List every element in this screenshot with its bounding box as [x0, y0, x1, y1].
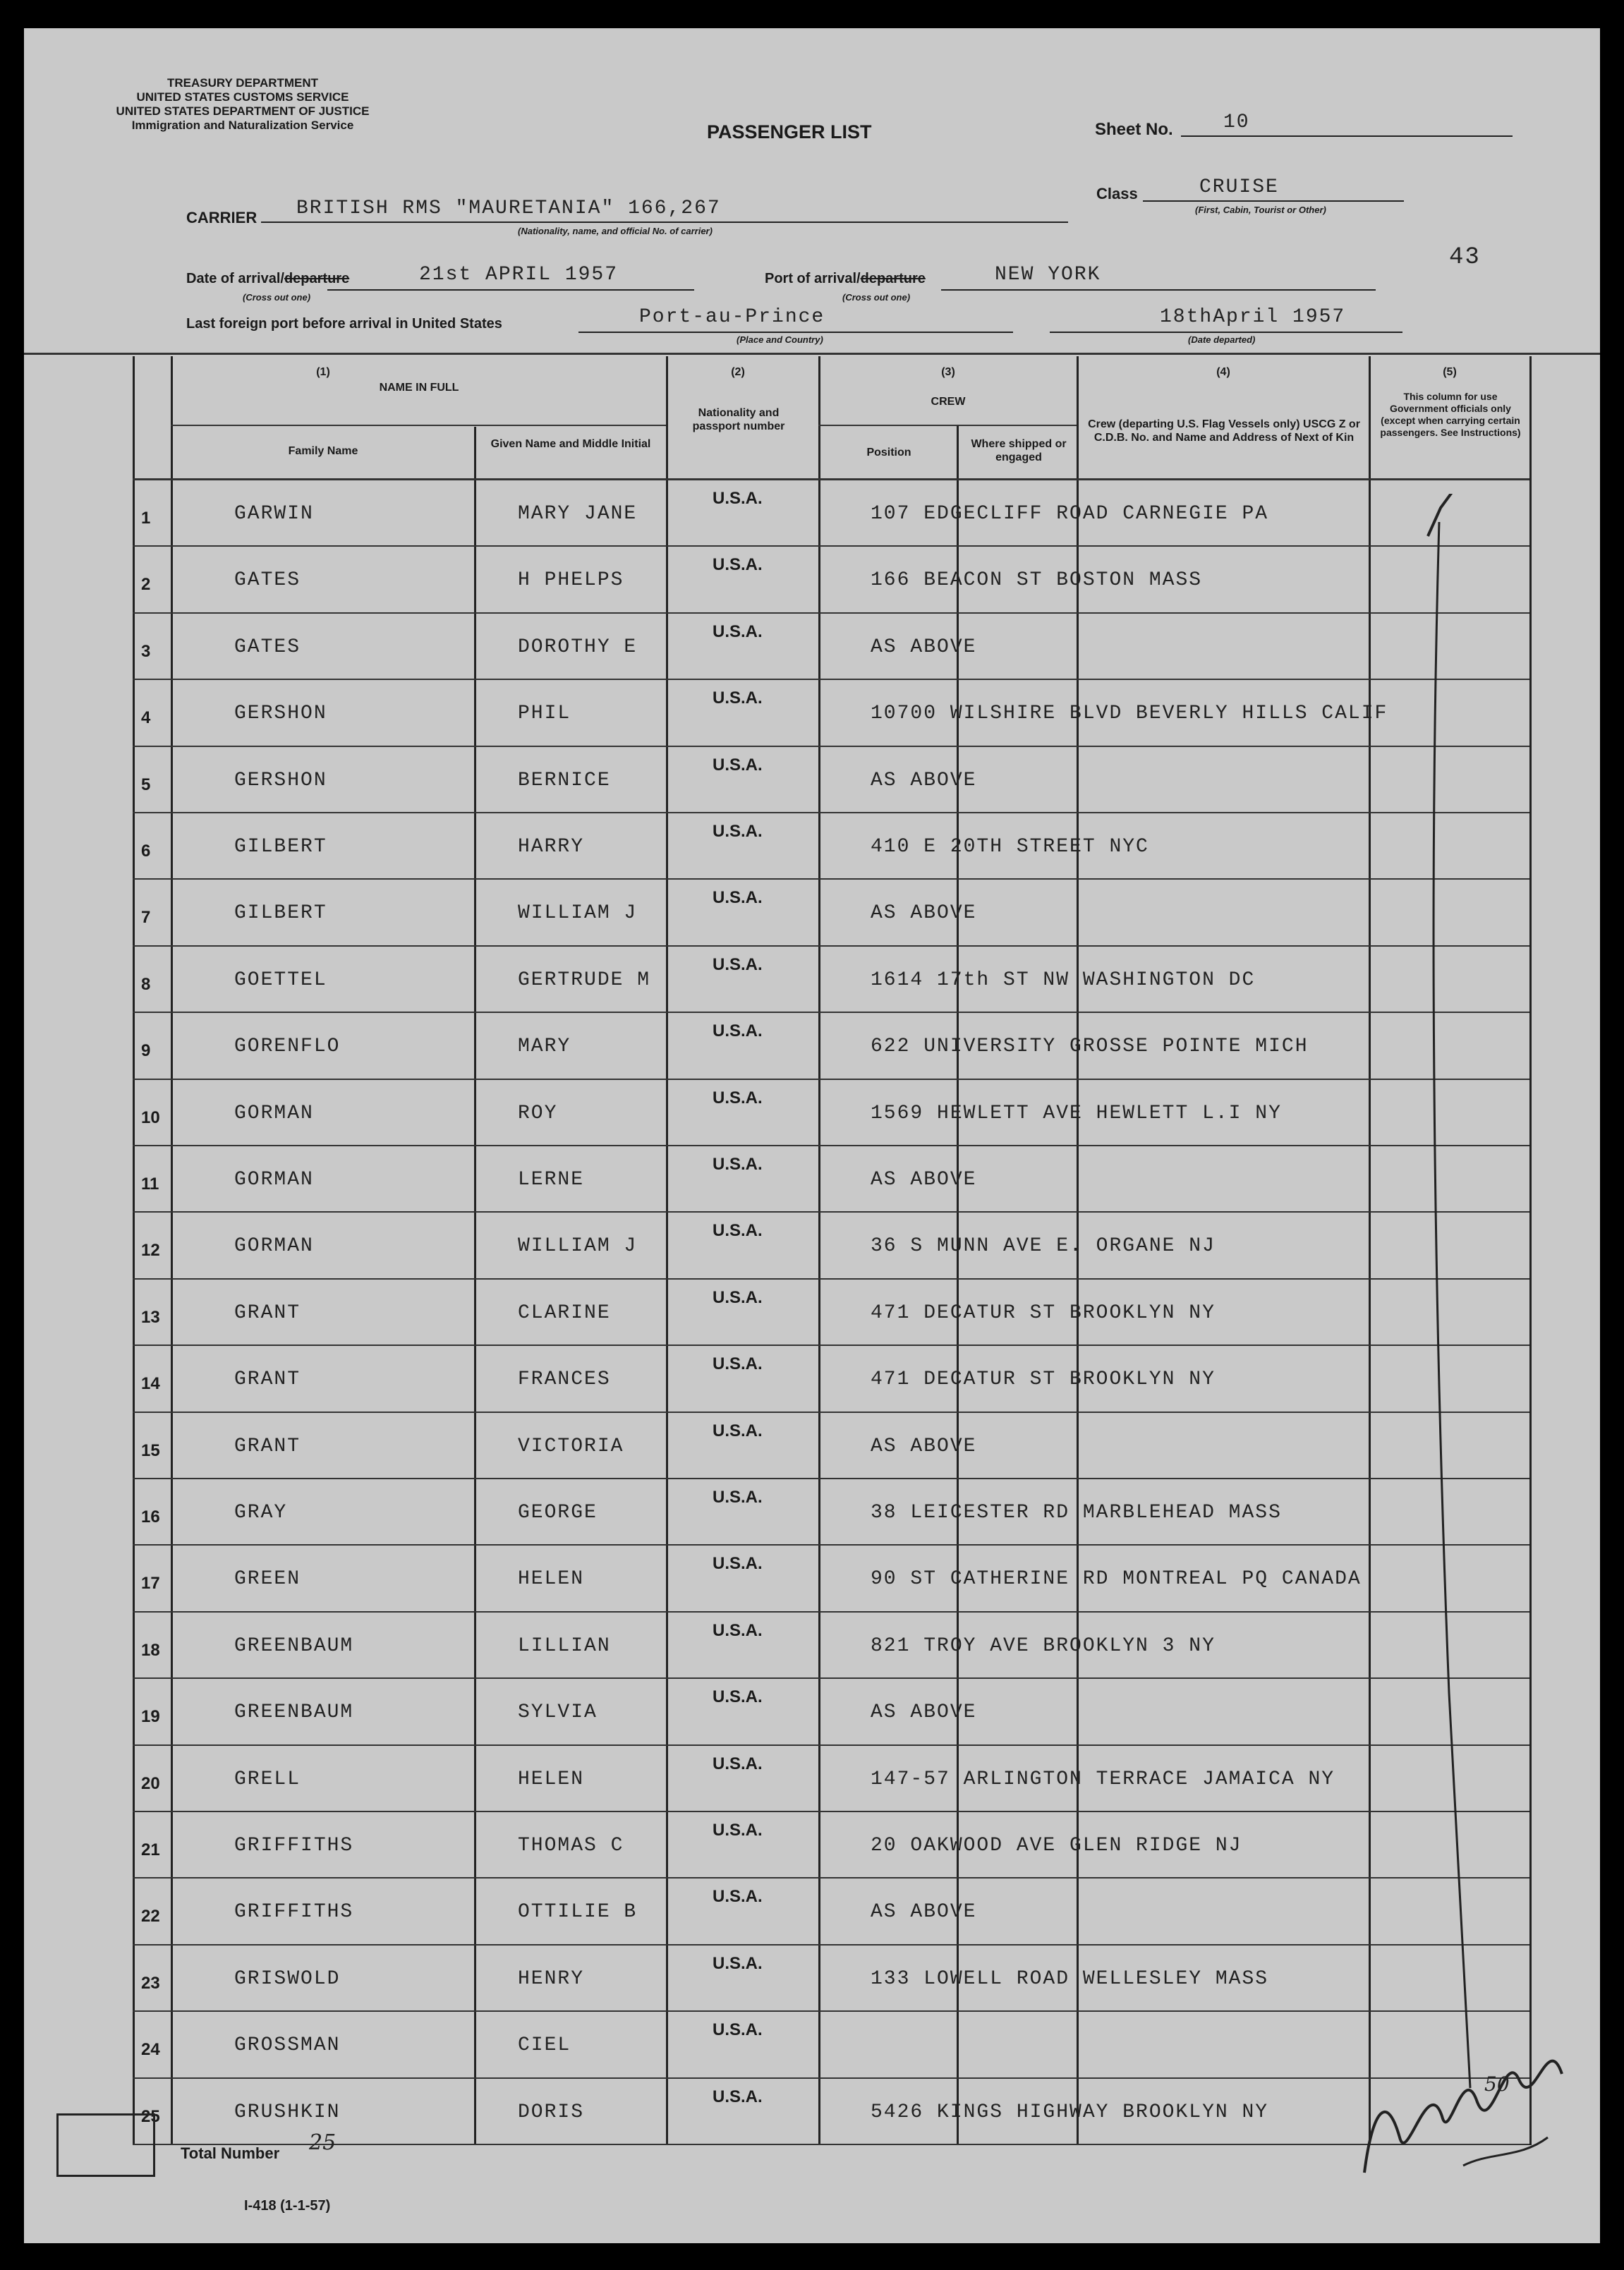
family-name: GORMAN: [234, 1235, 314, 1258]
given-name: HARRY: [518, 836, 585, 858]
sheet-no-value: 10: [1223, 111, 1250, 133]
row-number: 8: [141, 974, 151, 994]
row-number: 25: [141, 2106, 160, 2126]
address: 133 LOWELL ROAD WELLESLEY MASS: [871, 1967, 1269, 1990]
table-row: [24, 1213, 1600, 1279]
col1-title: NAME IN FULL: [379, 382, 459, 394]
class-value: CRUISE: [1199, 176, 1279, 198]
col4-title: Crew (departing U.S. Flag Vessels only) USCG Z or C.D.B. No. and Name and Address of Next of Kin: [1088, 418, 1360, 444]
family-name: GRUSHKIN: [234, 2101, 341, 2123]
row-number: 5: [141, 775, 151, 794]
row-number: 12: [141, 1241, 160, 1261]
col-position: Position: [866, 447, 911, 459]
nationality: U.S.A.: [713, 555, 763, 575]
given-name: BERNICE: [518, 769, 611, 791]
nationality: U.S.A.: [713, 888, 763, 908]
given-name: CIEL: [518, 2034, 571, 2057]
family-name: GOETTEL: [234, 969, 327, 991]
nationality: U.S.A.: [713, 1953, 763, 1973]
nationality: U.S.A.: [713, 688, 763, 708]
address: 471 DECATUR ST BROOKLYN NY: [871, 1301, 1216, 1324]
table-row: [24, 1878, 1600, 1945]
given-name: VICTORIA: [518, 1435, 624, 1457]
family-name: GRANT: [234, 1368, 301, 1391]
total-number-value: 25: [309, 2130, 337, 2155]
nationality: U.S.A.: [713, 489, 763, 508]
arrival-date-value: 21st APRIL 1957: [419, 264, 619, 286]
arrival-date-label: Date of arrival/departure: [186, 271, 350, 286]
table-row: [24, 1413, 1600, 1479]
handwritten-note: 50: [1484, 2072, 1510, 2096]
address: 821 TROY AVE BROOKLYN 3 NY: [871, 1634, 1216, 1657]
dept-treasury: TREASURY DEPARTMENT: [166, 76, 319, 90]
table-row: [24, 813, 1600, 880]
address: 38 LEICESTER RD MARBLEHEAD MASS: [871, 1502, 1282, 1524]
nationality: U.S.A.: [713, 755, 763, 775]
col-where-shipped: Where shipped or engaged: [971, 438, 1067, 463]
dept-justice: UNITED STATES DEPARTMENT OF JUSTICE: [116, 104, 370, 118]
nationality: U.S.A.: [713, 1155, 763, 1174]
given-name: MARY JANE: [518, 503, 638, 525]
row-number: 13: [141, 1307, 160, 1327]
family-name: GROSSMAN: [234, 2034, 341, 2057]
port-label: Port of arrival/departure: [765, 271, 926, 286]
arrival-date-crossout: (Cross out one): [243, 292, 311, 303]
address: 166 BEACON ST BOSTON MASS: [871, 569, 1203, 592]
nationality: U.S.A.: [713, 2087, 763, 2106]
table-row: [24, 614, 1600, 680]
col1-number: (1): [316, 366, 330, 378]
row-number: 9: [141, 1041, 151, 1061]
given-name: HELEN: [518, 1568, 585, 1591]
family-name: GREENBAUM: [234, 1701, 354, 1724]
nationality: U.S.A.: [713, 621, 763, 641]
family-name: GATES: [234, 636, 301, 658]
row-number: 6: [141, 842, 151, 861]
table-row: [24, 1812, 1600, 1878]
family-name: GRAY: [234, 1502, 288, 1524]
given-name: PHIL: [518, 703, 571, 725]
table-row: [24, 880, 1600, 946]
address: 1614 17th ST NW WASHINGTON DC: [871, 969, 1256, 991]
address: 5426 KINGS HIGHWAY BROOKLYN NY: [871, 2101, 1269, 2123]
given-name: GEORGE: [518, 1502, 598, 1524]
nationality: U.S.A.: [713, 822, 763, 841]
given-name: FRANCES: [518, 1368, 611, 1391]
dept-immigration: Immigration and Naturalization Service: [131, 119, 354, 132]
reviewer-line: [1407, 494, 1548, 2116]
date-departed-value: 18thApril 1957: [1160, 306, 1346, 328]
table-row: [24, 1546, 1600, 1612]
given-name: LILLIAN: [518, 1634, 611, 1657]
nationality: U.S.A.: [713, 954, 763, 974]
last-port-label: Last foreign port before arrival in United States: [186, 316, 502, 332]
nationality: U.S.A.: [713, 1354, 763, 1374]
table-row: [24, 1080, 1600, 1146]
table-row: [24, 680, 1600, 746]
col5-number: (5): [1443, 366, 1457, 378]
given-name: SYLVIA: [518, 1701, 598, 1724]
port-crossout: (Cross out one): [842, 292, 911, 303]
family-name: GORMAN: [234, 1102, 314, 1124]
class-sublabel: (First, Cabin, Tourist or Other): [1195, 205, 1326, 215]
address: 36 S MUNN AVE E. ORGANE NJ: [871, 1235, 1216, 1258]
given-name: DORIS: [518, 2101, 585, 2123]
col2-title: Nationality and passport number: [692, 407, 785, 432]
given-name: MARY: [518, 1036, 571, 1058]
page-title: PASSENGER LIST: [707, 121, 872, 142]
address: AS ABOVE: [871, 902, 977, 925]
col2-number: (2): [731, 366, 745, 378]
given-name: WILLIAM J: [518, 902, 638, 925]
family-name: GERSHON: [234, 769, 327, 791]
last-port-value: Port-au-Prince: [639, 306, 825, 328]
nationality: U.S.A.: [713, 1088, 763, 1107]
address: AS ABOVE: [871, 769, 977, 791]
table-row: [24, 947, 1600, 1013]
row-number: 4: [141, 708, 151, 728]
family-name: GREENBAUM: [234, 1634, 354, 1657]
row-number: 23: [141, 1973, 160, 1993]
carrier-value: BRITISH RMS "MAURETANIA" 166,267: [296, 198, 721, 219]
given-name: ROY: [518, 1102, 558, 1124]
col3-title: CREW: [931, 396, 966, 408]
nationality: U.S.A.: [713, 1488, 763, 1507]
arrival-date-struck: departure: [284, 271, 350, 286]
family-name: GORENFLO: [234, 1036, 341, 1058]
col3-number: (3): [941, 366, 955, 378]
given-name: WILLIAM J: [518, 1235, 638, 1258]
nationality: U.S.A.: [713, 1887, 763, 1907]
table-row: [24, 747, 1600, 813]
address: 107 EDGECLIFF ROAD CARNEGIE PA: [871, 503, 1269, 525]
row-number: 14: [141, 1374, 160, 1394]
family-name: GARWIN: [234, 503, 314, 525]
nationality: U.S.A.: [713, 1687, 763, 1707]
table-row: [24, 1280, 1600, 1346]
row-number: 1: [141, 509, 151, 528]
family-name: GILBERT: [234, 902, 327, 925]
carrier-label: CARRIER: [186, 209, 257, 226]
carrier-sublabel: (Nationality, name, and official No. of carrier): [518, 226, 713, 236]
given-name: OTTILIE B: [518, 1901, 638, 1924]
given-name: GERTRUDE M: [518, 969, 651, 991]
family-name: GRANT: [234, 1435, 301, 1457]
given-name: H PHELPS: [518, 569, 624, 592]
address: 10700 WILSHIRE BLVD BEVERLY HILLS CALIF: [871, 703, 1388, 725]
family-name: GATES: [234, 569, 301, 592]
family-name: GERSHON: [234, 703, 327, 725]
row-number: 18: [141, 1640, 160, 1660]
row-number: 21: [141, 1840, 160, 1859]
table-row: [24, 1146, 1600, 1213]
dept-customs: UNITED STATES CUSTOMS SERVICE: [136, 90, 349, 104]
col-given-name: Given Name and Middle Initial: [490, 438, 651, 450]
row-number: 2: [141, 575, 151, 595]
total-number-label: Total Number: [181, 2144, 280, 2162]
address: 471 DECATUR ST BROOKLYN NY: [871, 1368, 1216, 1391]
given-name: CLARINE: [518, 1301, 611, 1324]
family-name: GRANT: [234, 1301, 301, 1324]
nationality: U.S.A.: [713, 1754, 763, 1773]
table-row: [24, 480, 1600, 547]
table-row: [24, 1679, 1600, 1745]
port-value: NEW YORK: [995, 264, 1101, 286]
nationality: U.S.A.: [713, 1620, 763, 1640]
col5-title: This column for use Government officials only (except when carrying certain passengers. See Instructions): [1380, 391, 1521, 438]
row-number: 20: [141, 1773, 160, 1793]
nationality: U.S.A.: [713, 1287, 763, 1307]
address: 622 UNIVERSITY GROSSE POINTE MICH: [871, 1036, 1309, 1058]
given-name: DOROTHY E: [518, 636, 638, 658]
col-family-name: Family Name: [288, 445, 358, 457]
table-row: [24, 1746, 1600, 1812]
page-number: 43: [1449, 244, 1481, 271]
sheet-no-label: Sheet No.: [1095, 120, 1173, 139]
row-number: 11: [141, 1175, 159, 1194]
address: 410 E 20TH STREET NYC: [871, 836, 1149, 858]
family-name: GORMAN: [234, 1169, 314, 1191]
row-number: 3: [141, 641, 151, 661]
address: AS ABOVE: [871, 1169, 977, 1191]
table-row: [24, 1013, 1600, 1079]
address: 1569 HEWLETT AVE HEWLETT L.I NY: [871, 1102, 1282, 1124]
row-number: 22: [141, 1907, 160, 1926]
date-departed-sublabel: (Date departed): [1188, 334, 1256, 345]
family-name: GRISWOLD: [234, 1967, 341, 1990]
address: AS ABOVE: [871, 1435, 977, 1457]
row-number: 24: [141, 2040, 160, 2060]
nationality: U.S.A.: [713, 2020, 763, 2040]
nationality: U.S.A.: [713, 1021, 763, 1041]
family-name: GREEN: [234, 1568, 301, 1591]
department-header: [80, 76, 405, 133]
row-number: 19: [141, 1707, 160, 1727]
row-number: 17: [141, 1574, 160, 1594]
address: 20 OAKWOOD AVE GLEN RIDGE NJ: [871, 1835, 1242, 1857]
address: 90 ST CATHERINE RD MONTREAL PQ CANADA: [871, 1568, 1362, 1591]
row-number: 10: [141, 1107, 160, 1127]
row-number: 7: [141, 908, 151, 928]
address: AS ABOVE: [871, 1901, 977, 1924]
nationality: U.S.A.: [713, 1421, 763, 1440]
col4-number: (4): [1216, 366, 1230, 378]
given-name: THOMAS C: [518, 1835, 624, 1857]
family-name: GRIFFITHS: [234, 1835, 354, 1857]
port-struck: departure: [860, 271, 926, 286]
nationality: U.S.A.: [713, 1821, 763, 1840]
family-name: GRIFFITHS: [234, 1901, 354, 1924]
address: AS ABOVE: [871, 1701, 977, 1724]
nationality: U.S.A.: [713, 1221, 763, 1241]
address: 147-57 ARLINGTON TERRACE JAMAICA NY: [871, 1768, 1335, 1790]
class-label: Class: [1096, 185, 1138, 202]
given-name: HENRY: [518, 1967, 585, 1990]
row-number: 16: [141, 1507, 160, 1527]
address: AS ABOVE: [871, 636, 977, 658]
total-box: [56, 2113, 155, 2177]
form-id: I-418 (1-1-57): [244, 2198, 331, 2214]
family-name: GRELL: [234, 1768, 301, 1790]
given-name: LERNE: [518, 1169, 585, 1191]
row-number: 15: [141, 1440, 160, 1460]
table-row: [24, 1479, 1600, 1546]
table-row: [24, 1346, 1600, 1412]
last-port-sublabel: (Place and Country): [737, 334, 823, 345]
table-row: [24, 547, 1600, 613]
passenger-list-sheet: [24, 28, 1600, 2243]
given-name: HELEN: [518, 1768, 585, 1790]
nationality: U.S.A.: [713, 1554, 763, 1574]
family-name: GILBERT: [234, 836, 327, 858]
table-row: [24, 1613, 1600, 1679]
